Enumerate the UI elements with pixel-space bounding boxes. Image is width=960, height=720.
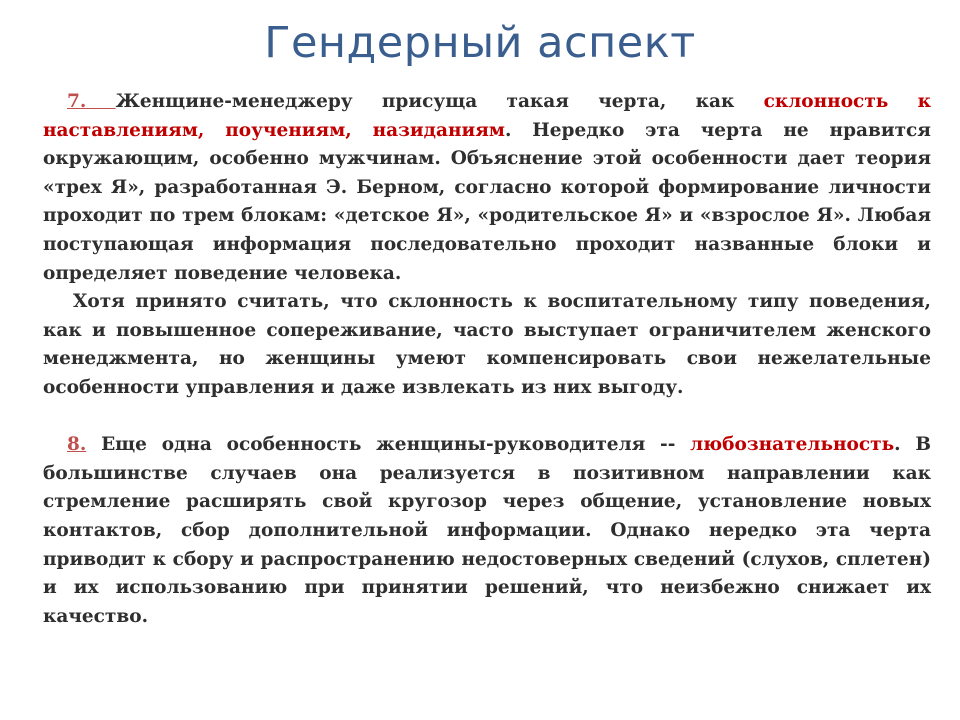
paragraph-8-highlight: любознательность — [690, 434, 895, 456]
paragraph-7-text-b: . Нередко эта черта не нравится окружающим, особенно мужчинам. Объяснение этой особенности дает теория «трех Я», разработанная Э. Берном, согласно которой формирование личности проходит по трем блокам: «детское Я», «родительское Я» и «взрослое Я». Любая поступающая информация последовательно проходит названные блоки и определяет поведение человека. — [43, 119, 931, 284]
paragraph-7 — [43, 88, 931, 288]
paragraph-7-highlight: склонность к наставлениям, поучениям, назиданиям — [43, 91, 931, 141]
slide-title: Гендерный аспект — [264, 18, 696, 68]
paragraph-spacer — [43, 403, 931, 432]
item-number-7: 7. — [67, 91, 116, 112]
item-number-8: 8. — [67, 434, 87, 456]
paragraph-8-text-b: . В большинстве случаев она реализуется в позитивном направлении как стремление расширять свой кругозор через общение, установление новых контактов, сбор дополнительной информации. Однако нередко эта черта приводит к сбору и распространению недостоверных сведений (слухов, сплетен) и их использованию при принятии решений, что неизбежно снижает их качество. — [43, 434, 931, 627]
slide-body — [43, 88, 931, 631]
paragraph-8-text-a: Еще одна особенность женщины-руководителя -- — [86, 434, 691, 456]
paragraph-7-continued: Хотя принято считать, что склонность к воспитательному типу поведения, как и повышенное сопереживание, часто выступает ограничителем женского менеджмента, но женщины умеют компенсировать свои нежелательные особенности управления и даже извлекать из них выгоду. — [43, 291, 931, 398]
paragraph-8 — [43, 431, 931, 631]
paragraph-7-text-a: Женщине-менеджеру присуща такая черта, как — [115, 91, 764, 112]
